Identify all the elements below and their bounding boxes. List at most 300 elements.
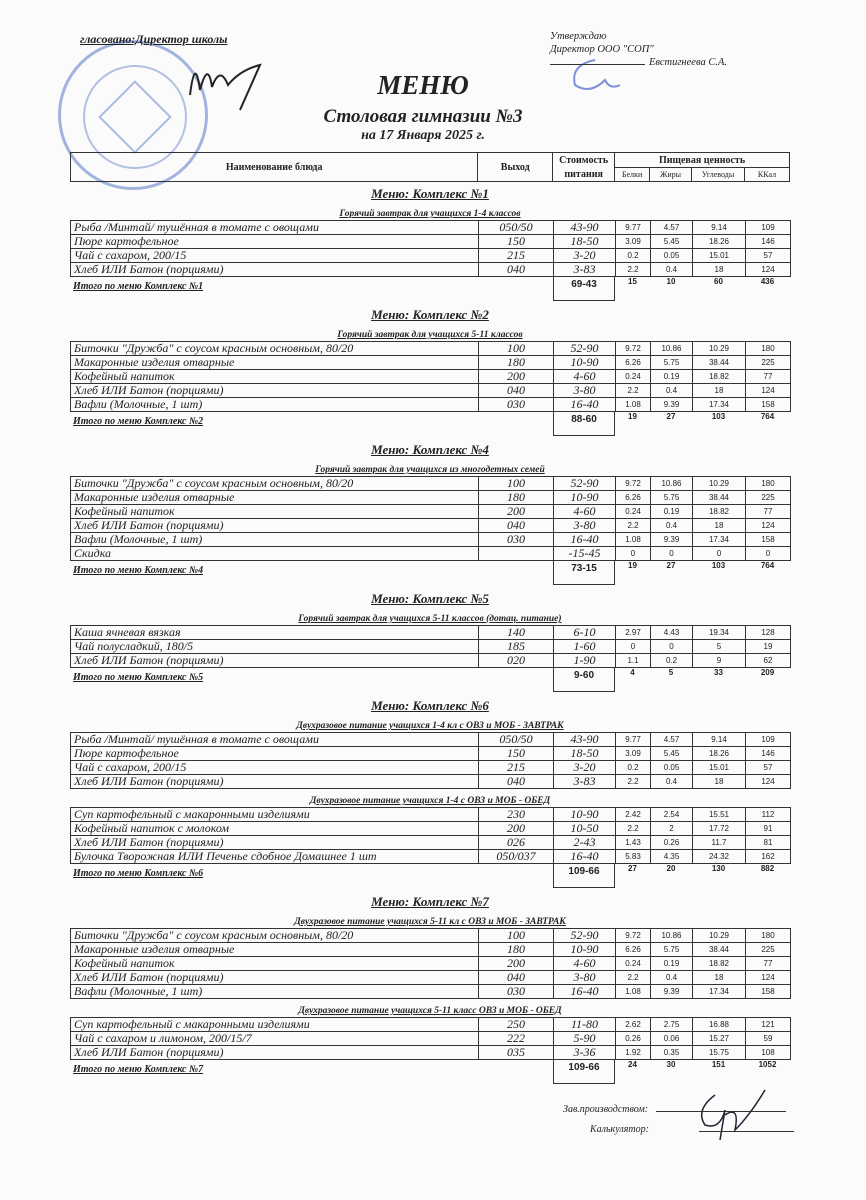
dish-output: 200 — [479, 957, 554, 971]
total-label: Итого по меню Комплекс №7 — [73, 1064, 204, 1075]
complex-title: Меню: Комплекс №7 — [371, 894, 489, 909]
dish-fat: 0.19 — [651, 370, 693, 384]
dish-carbs: 11.7 — [693, 836, 746, 850]
group-subtitle: Двухразовое питание учащихся 5-11 класс ОВЗ и МОБ - ОБЕД — [298, 1006, 562, 1016]
dish-cost: 3-80 — [554, 384, 616, 398]
table-row — [71, 626, 791, 640]
dish-table — [70, 625, 791, 668]
dish-carbs: 17.72 — [693, 822, 746, 836]
approve-label: Утверждаю — [550, 31, 607, 42]
dish-name: Хлеб ИЛИ Батон (порциями) — [71, 1046, 479, 1060]
dish-name: Кофейный напиток — [71, 957, 479, 971]
dish-kcal: 225 — [746, 491, 791, 505]
dish-carbs: 15.75 — [693, 1046, 746, 1060]
dish-carbs: 10.29 — [693, 477, 746, 491]
total-row — [70, 561, 790, 579]
dish-output: 215 — [479, 249, 554, 263]
table-row — [71, 808, 791, 822]
dish-kcal: 225 — [746, 356, 791, 370]
dish-cost: 16-40 — [554, 533, 616, 547]
dish-fat: 0 — [651, 640, 693, 654]
dish-kcal: 146 — [746, 235, 791, 249]
table-row — [71, 356, 791, 370]
dish-name: Чай с сахаром и лимоном, 200/15/7 — [71, 1032, 479, 1046]
dish-protein: 2.2 — [616, 822, 651, 836]
total-carbs: 103 — [711, 561, 726, 570]
calculator-label: Калькулятор: — [590, 1124, 649, 1135]
dish-kcal: 124 — [746, 263, 791, 277]
dish-protein: 1.1 — [616, 654, 651, 668]
dish-name: Чай с сахаром, 200/15 — [71, 249, 479, 263]
dish-carbs: 10.29 — [693, 929, 746, 943]
dish-cost: 3-36 — [554, 1046, 616, 1060]
dish-fat: 0.19 — [651, 505, 693, 519]
dish-carbs: 17.34 — [693, 533, 746, 547]
dish-output: 040 — [479, 384, 554, 398]
approve-position: Директор ООО "СОП" — [550, 44, 654, 55]
dish-fat: 9.39 — [651, 985, 693, 999]
dish-table — [70, 928, 791, 999]
total-label: Итого по меню Комплекс №2 — [73, 416, 204, 427]
dish-kcal: 180 — [746, 342, 791, 356]
total-kcal: 764 — [760, 561, 775, 570]
dish-name: Вафли (Молочные, 1 шт) — [71, 985, 479, 999]
table-row — [71, 654, 791, 668]
dish-output: 020 — [479, 654, 554, 668]
total-cost: 88-60 — [553, 412, 615, 436]
total-fat: 20 — [666, 864, 676, 873]
table-row — [71, 263, 791, 277]
dish-output: 050/50 — [479, 733, 554, 747]
total-row — [70, 668, 790, 686]
total-fat: 27 — [666, 561, 676, 570]
dish-kcal: 158 — [746, 398, 791, 412]
complex-title: Меню: Комплекс №1 — [371, 186, 489, 201]
complex-section — [70, 894, 790, 1078]
dish-table — [70, 341, 791, 412]
dish-cost: 1-60 — [554, 640, 616, 654]
agreed-label: гласовано:Директор школы — [80, 32, 228, 46]
complex-section — [70, 442, 790, 579]
dish-carbs: 18.82 — [693, 505, 746, 519]
dish-cost: 11-80 — [554, 1018, 616, 1032]
dish-cost: 3-20 — [554, 761, 616, 775]
dish-name: Макаронные изделия отварные — [71, 356, 479, 370]
dish-output: 180 — [479, 491, 554, 505]
dish-fat: 0.4 — [651, 971, 693, 985]
dish-kcal: 225 — [746, 943, 791, 957]
dish-protein: 9.72 — [616, 929, 651, 943]
total-label: Итого по меню Комплекс №4 — [73, 565, 204, 576]
dish-carbs: 18 — [693, 971, 746, 985]
dish-fat: 4.57 — [651, 733, 693, 747]
dish-name: Биточки "Дружба" с соусом красным основным, 80/20 — [71, 342, 479, 356]
dish-cost: 10-90 — [554, 808, 616, 822]
dish-kcal: 146 — [746, 747, 791, 761]
dish-carbs: 17.34 — [693, 985, 746, 999]
dish-name: Кофейный напиток с молоком — [71, 822, 479, 836]
dish-fat: 0.05 — [651, 249, 693, 263]
dish-carbs: 15.01 — [693, 761, 746, 775]
dish-fat: 5.75 — [651, 491, 693, 505]
table-row — [71, 747, 791, 761]
dish-kcal: 158 — [746, 533, 791, 547]
dish-kcal: 124 — [746, 775, 791, 789]
group-subtitle: Горячий завтрак для учащихся из многодетных семей — [315, 465, 545, 475]
group-subtitle: Двухразовое питание учащихся 1-4 с ОВЗ и МОБ - ОБЕД — [309, 796, 551, 806]
total-protein: 15 — [628, 277, 637, 286]
dish-carbs: 18 — [693, 384, 746, 398]
dish-fat: 0.06 — [651, 1032, 693, 1046]
total-fat: 5 — [668, 668, 674, 677]
dish-protein: 2.97 — [616, 626, 651, 640]
dish-protein: 1.08 — [616, 985, 651, 999]
dish-output: 040 — [479, 519, 554, 533]
dish-protein: 6.26 — [616, 943, 651, 957]
total-row — [70, 1060, 790, 1078]
dish-name: Макаронные изделия отварные — [71, 943, 479, 957]
dish-fat: 10.86 — [651, 929, 693, 943]
dish-output: 035 — [479, 1046, 554, 1060]
dish-output: 040 — [479, 775, 554, 789]
table-row — [71, 733, 791, 747]
dish-name: Рыба /Минтай/ тушённая в томате с овощами — [71, 221, 479, 235]
dish-carbs: 38.44 — [693, 356, 746, 370]
table-row — [71, 370, 791, 384]
dish-kcal: 124 — [746, 519, 791, 533]
dish-name: Хлеб ИЛИ Батон (порциями) — [71, 775, 479, 789]
dish-protein: 2.2 — [616, 519, 651, 533]
dish-fat: 0.35 — [651, 1046, 693, 1060]
dish-fat: 4.57 — [651, 221, 693, 235]
dish-cost: 6-10 — [554, 626, 616, 640]
dish-output: 026 — [479, 836, 554, 850]
total-label: Итого по меню Комплекс №6 — [73, 868, 204, 879]
dish-cost: 5-90 — [554, 1032, 616, 1046]
col-cost-2: питания — [553, 168, 615, 182]
table-row — [71, 235, 791, 249]
dish-carbs: 15.51 — [693, 808, 746, 822]
dish-name: Биточки "Дружба" с соусом красным основным, 80/20 — [71, 929, 479, 943]
dish-output: 150 — [479, 747, 554, 761]
dish-cost: 43-90 — [554, 221, 616, 235]
dish-carbs: 19.34 — [693, 626, 746, 640]
complex-title: Меню: Комплекс №6 — [371, 698, 489, 713]
total-cost: 109-66 — [553, 864, 615, 888]
dish-cost: 52-90 — [554, 342, 616, 356]
dish-carbs: 38.44 — [693, 491, 746, 505]
table-row — [71, 1018, 791, 1032]
group-subtitle: Горячий завтрак для учащихся 1-4 классов — [339, 209, 521, 219]
dish-output: 200 — [479, 370, 554, 384]
dish-cost: 3-20 — [554, 249, 616, 263]
table-row — [71, 640, 791, 654]
table-row — [71, 957, 791, 971]
complex-section — [70, 186, 790, 295]
dish-fat: 5.45 — [651, 747, 693, 761]
dish-fat: 0.2 — [651, 654, 693, 668]
total-carbs: 151 — [711, 1060, 726, 1069]
dish-carbs: 18.82 — [693, 370, 746, 384]
dish-output: 040 — [479, 971, 554, 985]
complex-title: Меню: Комплекс №4 — [371, 442, 489, 457]
dish-protein: 0.26 — [616, 1032, 651, 1046]
dish-output: 200 — [479, 505, 554, 519]
dish-kcal: 57 — [746, 249, 791, 263]
dish-name: Булочка Творожная ИЛИ Печенье сдобное Домашнее 1 шт — [71, 850, 479, 864]
dish-kcal: 109 — [746, 221, 791, 235]
dish-cost: 4-60 — [554, 505, 616, 519]
menu-date: на 17 Января 2025 г. — [361, 128, 485, 143]
dish-output: 215 — [479, 761, 554, 775]
dish-output: 200 — [479, 822, 554, 836]
dish-fat: 0.26 — [651, 836, 693, 850]
table-row — [71, 1046, 791, 1060]
table-row — [71, 547, 791, 561]
col-protein: Белки — [615, 168, 650, 182]
dish-carbs: 16.88 — [693, 1018, 746, 1032]
total-protein: 19 — [628, 561, 637, 570]
dish-name: Кофейный напиток — [71, 370, 479, 384]
dish-output — [479, 547, 554, 561]
dish-protein: 6.26 — [616, 356, 651, 370]
dish-output: 180 — [479, 356, 554, 370]
dish-fat: 0.4 — [651, 384, 693, 398]
dish-cost: 16-40 — [554, 398, 616, 412]
dish-kcal: 0 — [746, 547, 791, 561]
table-row — [71, 775, 791, 789]
dish-output: 250 — [479, 1018, 554, 1032]
dish-output: 040 — [479, 263, 554, 277]
dish-output: 100 — [479, 477, 554, 491]
dish-name: Вафли (Молочные, 1 шт) — [71, 398, 479, 412]
col-cost: Стоимость — [553, 153, 615, 168]
total-row — [70, 412, 790, 430]
dish-name: Биточки "Дружба" с соусом красным основным, 80/20 — [71, 477, 479, 491]
dish-fat: 0 — [651, 547, 693, 561]
dish-table — [70, 476, 791, 561]
table-row — [71, 971, 791, 985]
col-output: Выход — [478, 153, 553, 182]
approval-block — [550, 30, 727, 69]
dish-kcal: 180 — [746, 477, 791, 491]
total-cost: 69-43 — [553, 277, 615, 301]
dish-carbs: 17.34 — [693, 398, 746, 412]
dish-cost: 10-90 — [554, 491, 616, 505]
dish-carbs: 18.26 — [693, 235, 746, 249]
total-fat: 30 — [666, 1060, 676, 1069]
dish-kcal: 112 — [746, 808, 791, 822]
col-fat: Жиры — [650, 168, 692, 182]
dish-protein: 9.72 — [616, 477, 651, 491]
dish-name: Суп картофельный с макаронными изделиями — [71, 808, 479, 822]
dish-output: 100 — [479, 929, 554, 943]
dish-kcal: 180 — [746, 929, 791, 943]
group-subtitle: Горячий завтрак для учащихся 5-11 классов (дотац. питание) — [298, 614, 562, 624]
dish-fat: 0.4 — [651, 775, 693, 789]
table-row — [71, 384, 791, 398]
table-header — [70, 152, 790, 182]
dish-cost: 10-90 — [554, 356, 616, 370]
dish-carbs: 18 — [693, 263, 746, 277]
table-row — [71, 985, 791, 999]
dish-carbs: 18.26 — [693, 747, 746, 761]
menu-body — [70, 186, 790, 1090]
production-signature — [690, 1085, 770, 1145]
dish-carbs: 24.32 — [693, 850, 746, 864]
dish-cost: -15-45 — [554, 547, 616, 561]
dish-protein: 2.2 — [616, 775, 651, 789]
dish-carbs: 0 — [693, 547, 746, 561]
total-kcal: 882 — [760, 864, 775, 873]
dish-fat: 0.05 — [651, 761, 693, 775]
dish-name: Хлеб ИЛИ Батон (порциями) — [71, 263, 479, 277]
total-row — [70, 864, 790, 882]
dish-carbs: 9.14 — [693, 221, 746, 235]
dish-protein: 1.92 — [616, 1046, 651, 1060]
dish-cost: 16-40 — [554, 850, 616, 864]
total-carbs: 60 — [714, 277, 723, 286]
dish-cost: 52-90 — [554, 929, 616, 943]
dish-carbs: 18.82 — [693, 957, 746, 971]
dish-protein: 0 — [616, 547, 651, 561]
table-row — [71, 249, 791, 263]
dish-kcal: 19 — [746, 640, 791, 654]
dish-carbs: 15.01 — [693, 249, 746, 263]
dish-carbs: 9 — [693, 654, 746, 668]
table-row — [71, 850, 791, 864]
dish-kcal: 77 — [746, 505, 791, 519]
dish-kcal: 108 — [746, 1046, 791, 1060]
table-row — [71, 761, 791, 775]
dish-name: Пюре картофельное — [71, 235, 479, 249]
total-fat: 10 — [666, 277, 676, 286]
total-row — [70, 277, 790, 295]
dish-fat: 5.75 — [651, 356, 693, 370]
dish-fat: 2 — [651, 822, 693, 836]
dish-protein: 9.77 — [616, 221, 651, 235]
dish-output: 150 — [479, 235, 554, 249]
total-protein: 24 — [628, 1060, 637, 1069]
dish-name: Скидка — [71, 547, 479, 561]
dish-carbs: 9.14 — [693, 733, 746, 747]
dish-protein: 0.24 — [616, 957, 651, 971]
dish-output: 050/50 — [479, 221, 554, 235]
total-cost: 73-15 — [553, 561, 615, 585]
group-subtitle: Двухразовое питание учащихся 5-11 кл с ОВЗ и МОБ - ЗАВТРАК — [294, 917, 566, 927]
total-label: Итого по меню Комплекс №1 — [73, 281, 204, 292]
dish-protein: 3.09 — [616, 747, 651, 761]
table-row — [71, 533, 791, 547]
dish-fat: 0.19 — [651, 957, 693, 971]
dish-kcal: 124 — [746, 971, 791, 985]
table-row — [71, 477, 791, 491]
dish-carbs: 5 — [693, 640, 746, 654]
dish-name: Макаронные изделия отварные — [71, 491, 479, 505]
dish-cost: 4-60 — [554, 957, 616, 971]
dish-fat: 5.75 — [651, 943, 693, 957]
dish-kcal: 162 — [746, 850, 791, 864]
table-row — [71, 836, 791, 850]
dish-cost: 3-80 — [554, 519, 616, 533]
dish-cost: 52-90 — [554, 477, 616, 491]
total-cost: 109-66 — [553, 1060, 615, 1084]
total-protein: 4 — [630, 668, 635, 677]
dish-protein: 5.83 — [616, 850, 651, 864]
dish-cost: 3-83 — [554, 263, 616, 277]
dish-kcal: 109 — [746, 733, 791, 747]
dish-carbs: 18 — [693, 519, 746, 533]
dish-name: Кофейный напиток — [71, 505, 479, 519]
dish-fat: 4.43 — [651, 626, 693, 640]
dish-protein: 1.08 — [616, 533, 651, 547]
total-cost: 9-60 — [553, 668, 615, 692]
complex-title: Меню: Комплекс №2 — [371, 307, 489, 322]
dish-fat: 0.4 — [651, 263, 693, 277]
dish-fat: 10.86 — [651, 342, 693, 356]
dish-table — [70, 807, 791, 864]
dish-fat: 9.39 — [651, 533, 693, 547]
table-row — [71, 519, 791, 533]
dish-fat: 9.39 — [651, 398, 693, 412]
dish-kcal: 158 — [746, 985, 791, 999]
dish-cost: 18-50 — [554, 235, 616, 249]
table-row — [71, 398, 791, 412]
dish-carbs: 10.29 — [693, 342, 746, 356]
dish-fat: 0.4 — [651, 519, 693, 533]
dish-protein: 2.2 — [616, 263, 651, 277]
dish-fat: 2.75 — [651, 1018, 693, 1032]
col-kcal: ККал — [745, 168, 790, 182]
table-row — [71, 929, 791, 943]
dish-name: Каша ячневая вязкая — [71, 626, 479, 640]
dish-protein: 0.2 — [616, 761, 651, 775]
page-subtitle: Столовая гимназии №3 — [323, 106, 523, 127]
dish-cost: 43-90 — [554, 733, 616, 747]
production-label: Зав.производством: — [563, 1104, 649, 1115]
dish-protein: 0.2 — [616, 249, 651, 263]
dish-cost: 1-90 — [554, 654, 616, 668]
dish-protein: 2.42 — [616, 808, 651, 822]
dish-kcal: 91 — [746, 822, 791, 836]
dish-name: Хлеб ИЛИ Батон (порциями) — [71, 384, 479, 398]
dish-name: Хлеб ИЛИ Батон (порциями) — [71, 519, 479, 533]
dish-cost: 10-50 — [554, 822, 616, 836]
dish-protein: 3.09 — [616, 235, 651, 249]
dish-fat: 2.54 — [651, 808, 693, 822]
dish-output: 140 — [479, 626, 554, 640]
dish-kcal: 77 — [746, 370, 791, 384]
total-fat: 27 — [666, 412, 676, 421]
dish-kcal: 124 — [746, 384, 791, 398]
dish-output: 030 — [479, 985, 554, 999]
total-label: Итого по меню Комплекс №5 — [73, 672, 204, 683]
table-row — [71, 491, 791, 505]
dish-output: 030 — [479, 533, 554, 547]
dish-cost: 3-80 — [554, 971, 616, 985]
dish-kcal: 62 — [746, 654, 791, 668]
complex-section — [70, 591, 790, 686]
dish-name: Хлеб ИЛИ Батон (порциями) — [71, 971, 479, 985]
dish-cost: 10-90 — [554, 943, 616, 957]
dish-carbs: 18 — [693, 775, 746, 789]
total-kcal: 764 — [760, 412, 775, 421]
total-kcal: 1052 — [758, 1060, 777, 1069]
table-row — [71, 1032, 791, 1046]
table-row — [71, 505, 791, 519]
dish-output: 030 — [479, 398, 554, 412]
dish-fat: 5.45 — [651, 235, 693, 249]
